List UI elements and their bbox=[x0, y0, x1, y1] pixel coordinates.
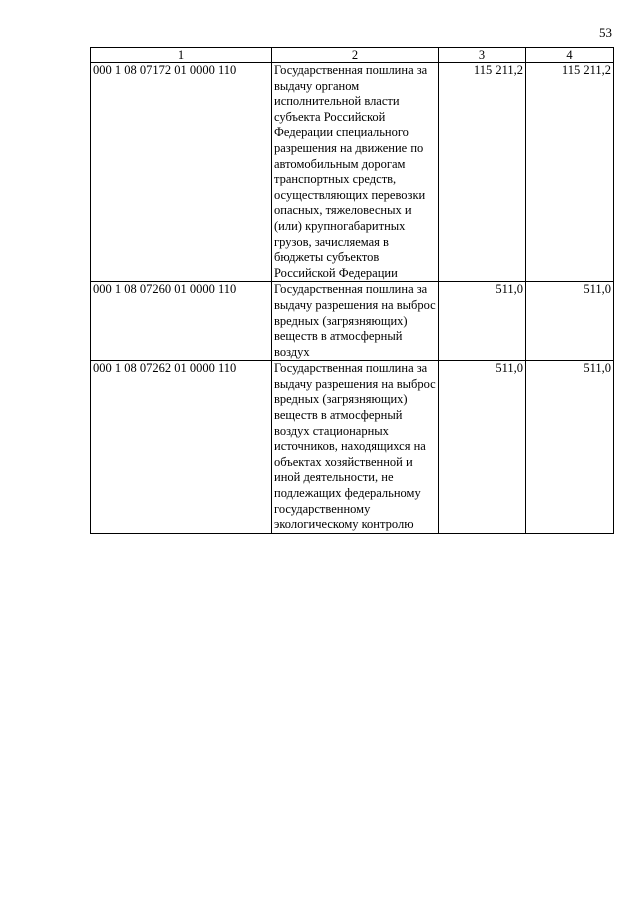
amount-col-3: 115 211,2 bbox=[439, 63, 526, 282]
amount-col-3: 511,0 bbox=[439, 282, 526, 361]
revenue-table bbox=[90, 47, 614, 534]
revenue-name: Государственная пошлина за выдачу органом исполнительной власти субъекта Российской Федерации специального разрешения на движение по автомобильным дорогам транспортных средств, осуществляющих перевозки опасных, тяжеловесных и (или) крупногабаритных грузов, зачисляемая в бюджеты субъектов Российской Федерации bbox=[272, 63, 439, 282]
header-col-3: 3 bbox=[439, 48, 526, 63]
table-row bbox=[91, 63, 614, 282]
revenue-name: Государственная пошлина за выдачу разрешения на выброс вредных (загрязняющих) веществ в атмосферный воздух bbox=[272, 282, 439, 361]
page-number: 53 bbox=[599, 25, 612, 40]
amount-col-4: 511,0 bbox=[526, 361, 614, 534]
header-col-2: 2 bbox=[272, 48, 439, 63]
amount-col-4: 115 211,2 bbox=[526, 63, 614, 282]
budget-code: 000 1 08 07262 01 0000 110 bbox=[91, 361, 272, 534]
header-col-1: 1 bbox=[91, 48, 272, 63]
header-col-4: 4 bbox=[526, 48, 614, 63]
table-row bbox=[91, 361, 614, 534]
table-header-row bbox=[91, 48, 614, 63]
amount-col-3: 511,0 bbox=[439, 361, 526, 534]
amount-col-4: 511,0 bbox=[526, 282, 614, 361]
revenue-name: Государственная пошлина за выдачу разрешения на выброс вредных (загрязняющих) веществ в атмосферный воздух стационарных источников, находящихся на объектах хозяйственной и иной деятельности, не подлежащих федеральному государственному экологическому контролю bbox=[272, 361, 439, 534]
budget-code: 000 1 08 07260 01 0000 110 bbox=[91, 282, 272, 361]
budget-code: 000 1 08 07172 01 0000 110 bbox=[91, 63, 272, 282]
table-row bbox=[91, 282, 614, 361]
